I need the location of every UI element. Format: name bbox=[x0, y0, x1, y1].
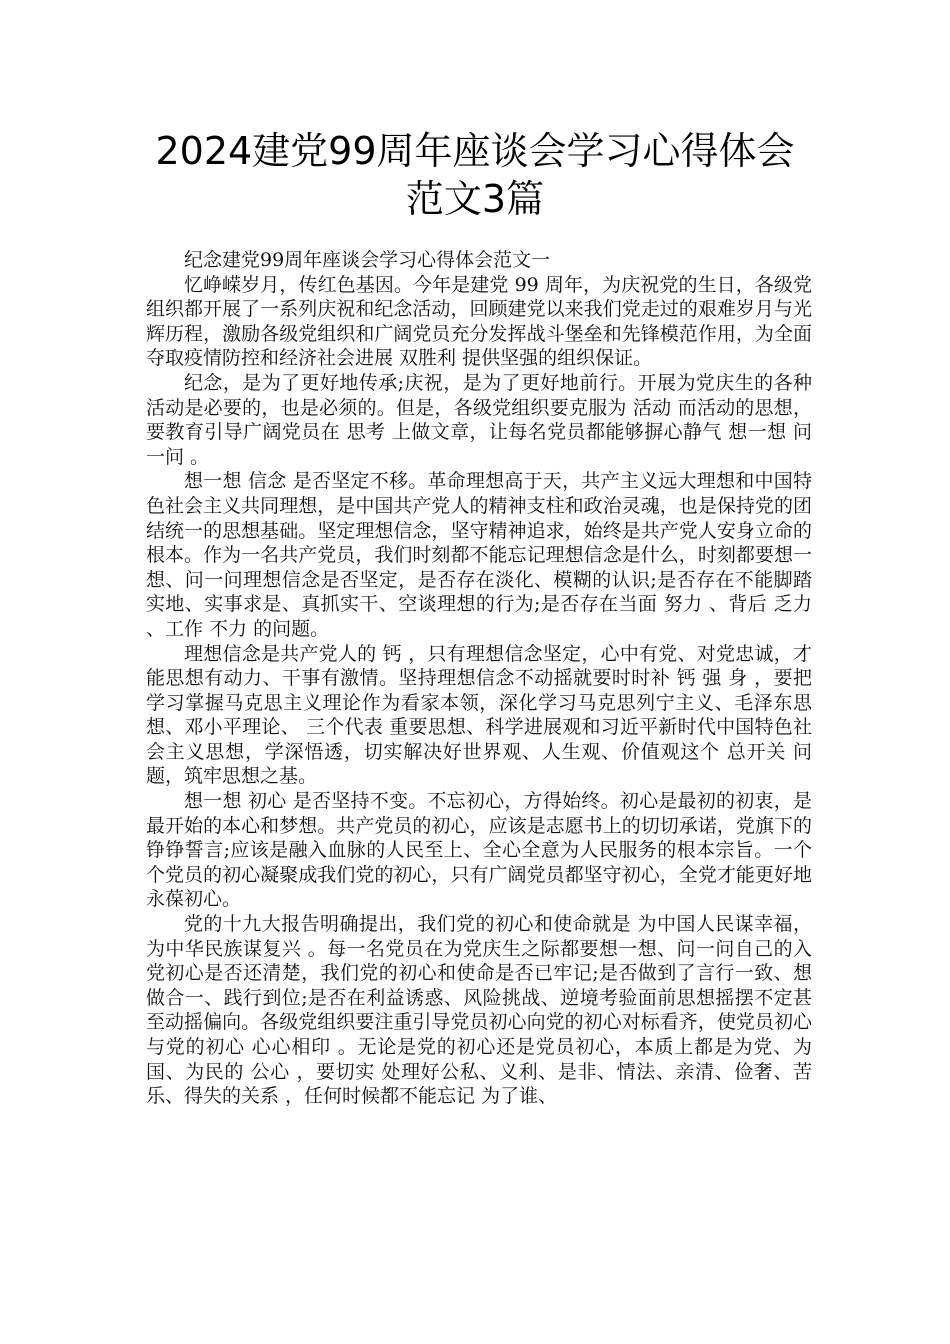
paragraph: 理想信念是共产党人的 钙 ，只有理想信念坚定，心中有党、对党忠诚，才能思想有动力、干事有激情。坚持理想信念不动摇就要时时补 钙 强 身 ，要把学习掌握马克思主义理论作为看家本领，深化学习马克思列宁主义、毛泽东思想、邓小平理论、 三个代表 重要思想、科学进展观和习近平新时代中国特色社会主义思想，学深悟透，切实解决好世界观、人生观、价值观这个 总开关 问题，筑牢思想之基。 bbox=[146, 642, 812, 788]
document-title-line-2: 范文3篇 bbox=[405, 177, 545, 221]
section-heading: 纪念建党99周年座谈会学习心得体会范文一 bbox=[184, 249, 551, 271]
paragraph: 想一想 信念 是否坚定不移。革命理想高于天，共产主义远大理想和中国特色社会主义共同理想，是中国共产党人的精神支柱和政治灵魂，也是保持党的团结统一的思想基础。坚定理想信念，坚守精神追求，始终是共产党人安身立命的根本。作为一名共产党员，我们时刻都不能忘记理想信念是什么，时刻都要想一想、问一问理想信念是否坚定，是否存在淡化、模糊的认识;是否存在不能脚踏实地、实事求是、真抓实干、空谈理想的行为;是否存在当面 努力 、背后 乏力 、工作 不力 的问题。 bbox=[146, 470, 812, 640]
paragraph: 纪念，是为了更好地传承;庆祝，是为了更好地前行。开展为党庆生的各种活动是必要的，也是必须的。但是，各级党组织要克服为 活动 而活动的思想，要教育引导广阔党员在 思考 上做文章，让每名党员都能够摒心静气 想一想 问一问 。 bbox=[146, 371, 812, 468]
paragraph: 忆峥嵘岁月，传红色基因。今年是建党 99 周年，为庆祝党的生日，各级党组织都开展了一系列庆祝和纪念活动，回顾建党以来我们党走过的艰难岁月与光辉历程，激励各级党组织和广阔党员充分发挥战斗堡垒和先锋模范作用，为全面夺取疫情防控和经济社会进展 双胜利 提供坚强的组织保证。 bbox=[146, 273, 812, 370]
paragraph: 党的十九大报告明确提出，我们党的初心和使命就是 为中国人民谋幸福，为中华民族谋复兴 。每一名党员在为党庆生之际都要想一想、问一问自己的入党初心是否还清楚，我们党的初心和使命是否已牢记;是否做到了言行一致、想做合一、践行到位;是否在利益诱惑、风险挑战、逆境考验面前思想摇摆不定甚至动摇偏向。各级党组织要注重引导党员初心向党的初心对标看齐，使党员初心与党的初心 心心相印 。无论是党的初心还是党员初心，本质上都是为党、为国、为民的 公心 ，要切实 处理好公私、义利、是非、情法、亲清、俭奢、苦乐、得失的关系 ，任何时候都不能忘记 为了谁、 bbox=[146, 913, 812, 1108]
document-title-line-1: 2024建党99周年座谈会学习心得体会 bbox=[155, 129, 795, 173]
document-body bbox=[146, 248, 812, 1109]
paragraph: 想一想 初心 是否坚持不变。不忘初心，方得始终。初心是最初的初衷，是最开始的本心和梦想。共产党员的初心，应该是志愿书上的切切承诺，党旗下的铮铮誓言;应该是融入血脉的人民至上、全心全意为人民服务的根本宗旨。一个个党员的初心凝聚成我们党的初心，只有广阔党员都坚守初心，全党才能更好地永葆初心。 bbox=[146, 790, 812, 911]
